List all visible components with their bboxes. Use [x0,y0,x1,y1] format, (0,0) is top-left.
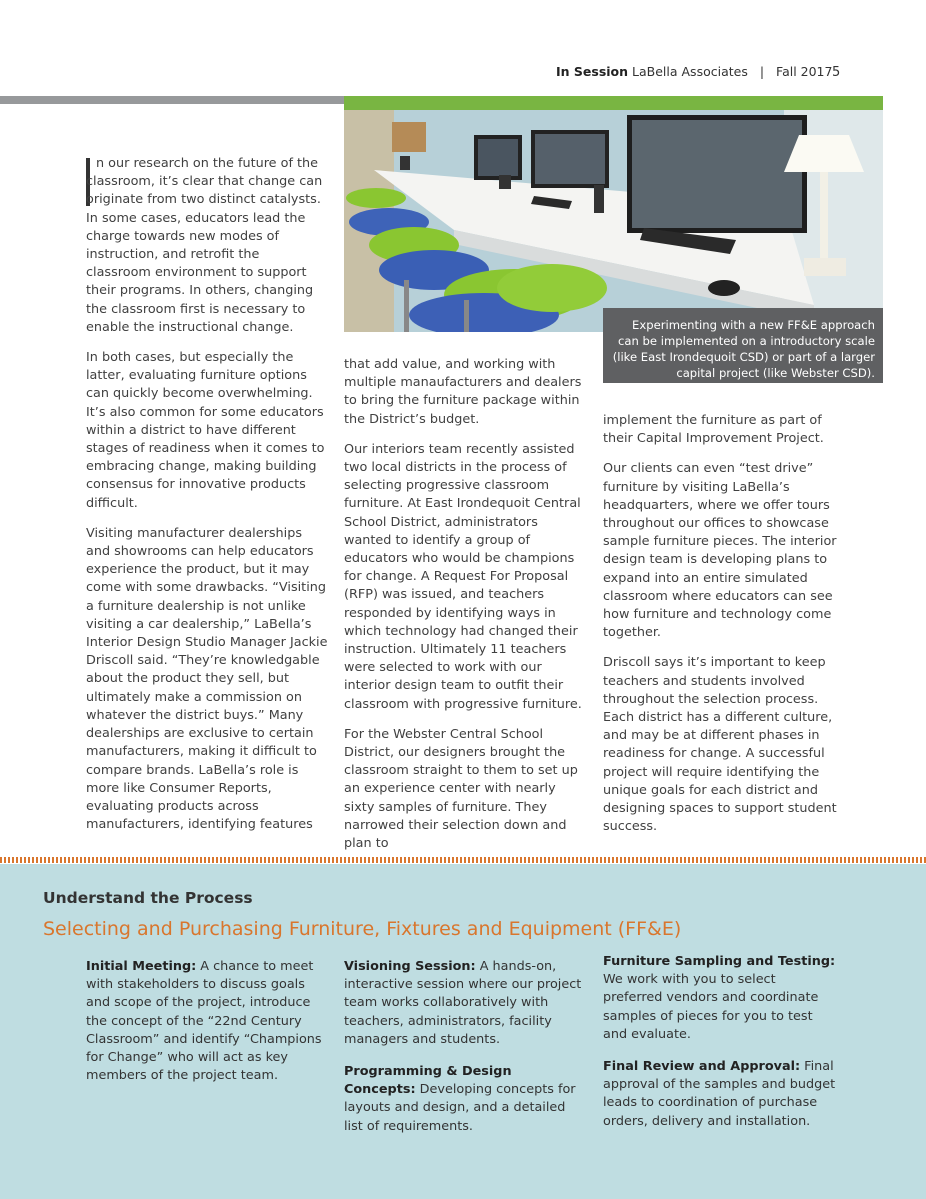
publication-name: In Session [556,64,629,79]
step-text: A chance to meet with stakeholders to discuss goals and scope of the project, introduce the concept of the “22nd Century Classroom” and identify “Champions for Change” who will act as key members of the project team. [86,959,322,1084]
article-column-1 [86,155,328,846]
green-accent-bar [344,96,883,110]
article-paragraph: Driscoll says it’s important to keep teachers and students involved throughout the selection process. Each district has a different culture, and may be at different phases in readiness for change. A successful project will require identifying the unique goals for each district and designing spaces to support student success. [603,655,837,835]
article-paragraph: n our research on the future of the classroom, it’s clear that change can originate from two distinct catalysts. In some cases, educators lead the charge towards new modes of instruction, and retrofit the classroom environment to support their programs. In others, changing the classroom first is necessary to enable the instructional change. [86,156,323,335]
article-paragraph: For the Webster Central School District, our designers brought the classroom straight to them to set up an experience center with nearly sixty samples of furniture. They narrowed their selection down and plan to [344,726,578,852]
company-name: LaBella Associates [632,64,748,79]
page-header [556,64,841,80]
article-paragraph: Visiting manufacturer dealerships and showrooms can help educators experience the product, but it may come with some drawbacks. “Visiting a furniture dealership is not unlike visiting a car dealership,” LaBella’s Interior Design Studio Manager Jackie Driscoll said. “They’re knowledgable about the product they sell, but ultimately make a commission on whatever the district buys.” Many dealerships are exclusive to certain manufacturers, making it difficult to compare brands. LaBella’s role is more like Consumer Reports, evaluating products across manufacturers, identifying features [86,525,328,833]
process-subtitle: Selecting and Purchasing Furniture, Fixtures and Equipment (FF&E) [43,918,682,940]
step-text: We work with you to select preferred vendors and coordinate samples of pieces for you to test and evaluate. [603,972,819,1042]
step-heading: Final Review and Approval: [603,1059,801,1075]
article-paragraph: In both cases, but especially the latter, evaluating furniture options can quickly become overwhelming. It’s also common for some educators within a district to have different stages of readiness when it comes to embracing change, making building consensus for innovative products difficult. [86,350,325,511]
classroom-photo [344,110,883,332]
step-heading: Furniture Sampling and Testing: [603,954,836,969]
step-heading: Visioning Session: [344,959,476,974]
step-text: A hands-on, interactive session where our project team works collaboratively with teachers, administrators, facility managers and students. [344,959,582,1047]
dotted-divider [0,857,926,863]
article-column-2 [344,356,588,865]
process-title: Understand the Process [43,889,253,907]
article-paragraph: implement the furniture as part of their Capital Improvement Project. [603,413,824,447]
photo-caption: Experimenting with a new FF&E approach can be implemented on a introductory scale (like East Irondequoit CSD) or part of a larger capital project (like Webster CSD). [603,308,883,383]
article-column-3 [603,412,839,848]
article-paragraph: Our clients can even “test drive” furniture by visiting LaBella’s headquarters, where we offer tours throughout our offices to showcase sample furniture pieces. The interior design team is developing plans to expand into an entire simulated classroom where educators can see how furniture and technology come together. [603,461,837,641]
grey-accent-bar [0,96,344,104]
process-step [344,1063,584,1136]
process-step [344,958,584,1049]
article-paragraph: that add value, and working with multiple manaufacturers and dealers to bring the furniture package within the District’s budget. [344,357,582,427]
page-number: 5 [832,65,841,80]
classroom-illustration [344,110,883,332]
step-heading: Programming & Design Concepts: [344,1064,512,1098]
process-column-1 [86,958,326,1099]
process-column-2 [344,958,584,1150]
header-separator: | [759,64,765,79]
step-text: Developing concepts for layouts and design, and a detailed list of requirements. [344,1082,576,1134]
step-text: Final approval of the samples and budget leads to coordination of purchase orders, delivery and installation. [603,1059,836,1129]
step-heading: Initial Meeting: [86,959,197,974]
process-step [86,958,326,1085]
article-paragraph: Our interiors team recently assisted two local districts in the process of selecting progressive classroom furniture. At East Irondequoit Central School District, administrators wanted to identify a group of educators who would be champions for change. A Request For Proposal (RFP) was issued, and teachers responded by identifying ways in which technology had changed their instruction. Ultimately 11 teachers were selected to work with our interior design team to outfit their classroom with progressive furniture. [344,441,582,712]
process-step [603,1058,839,1131]
process-column-3 [603,953,839,1145]
process-step [603,953,839,1044]
issue-label: Fall 2017 [776,64,833,79]
